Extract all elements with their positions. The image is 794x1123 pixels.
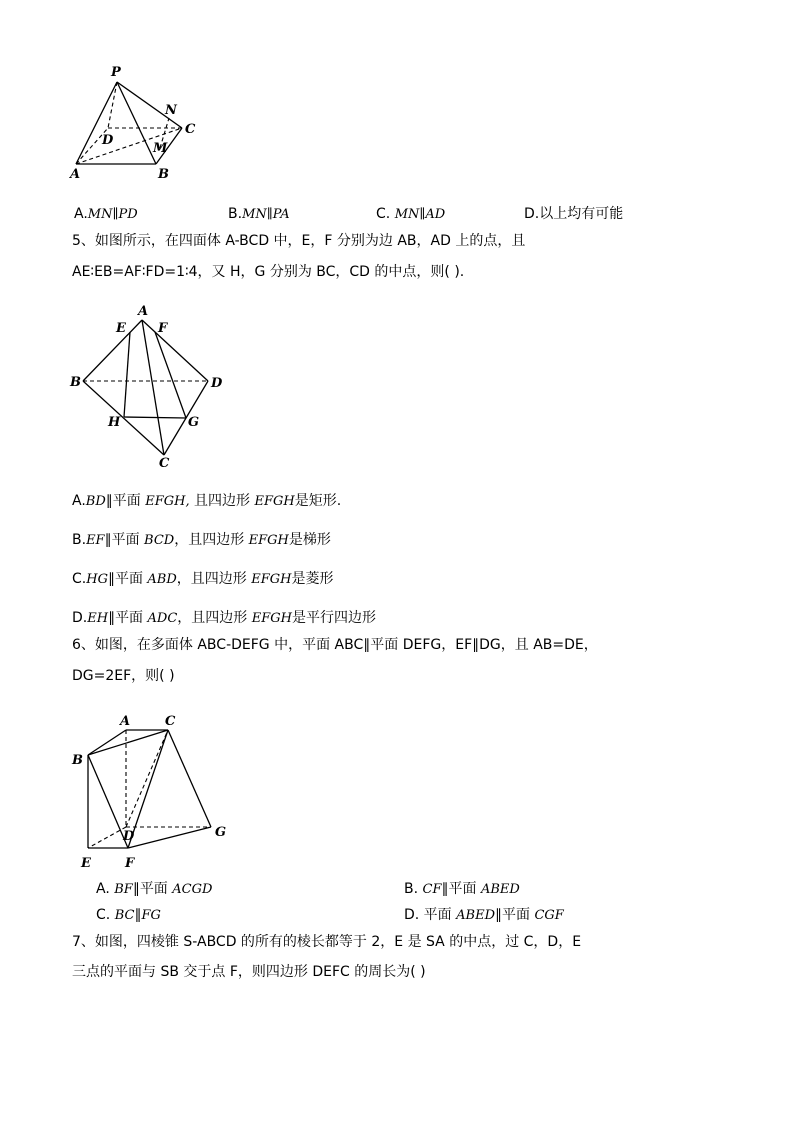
- label-m: M: [153, 141, 168, 156]
- label-a: A: [70, 167, 81, 182]
- edge-ab: [83, 320, 142, 381]
- tetrahedron-figure: [66, 300, 236, 472]
- q4-option-a[interactable]: A.MN∥PD: [74, 206, 138, 222]
- q4-option-b[interactable]: B.MN∥PA: [228, 206, 290, 222]
- label-p: P: [111, 65, 121, 80]
- polyhedron-figure: [66, 705, 241, 875]
- q6-option-b[interactable]: B. CF∥平面 ABED: [404, 881, 520, 897]
- segment-eh: [124, 332, 130, 417]
- label-f: F: [125, 856, 135, 871]
- label-b: B: [72, 753, 83, 768]
- q4-option-d[interactable]: D.以上均有可能: [524, 206, 624, 222]
- q6-option-c[interactable]: C. BC∥FG: [96, 907, 161, 923]
- label-c: C: [185, 122, 196, 137]
- label-d: D: [211, 376, 223, 391]
- q6-text-line2: DG=2EF，则( ): [72, 668, 175, 684]
- label-b: B: [70, 375, 81, 390]
- edge-ac: [142, 320, 164, 455]
- q5-option-c[interactable]: C.HG∥平面 ABD，且四边形 EFGH是菱形: [72, 571, 334, 587]
- q5-option-d[interactable]: D.EH∥平面 ADC，且四边形 EFGH是平行四边形: [72, 610, 376, 626]
- q4-option-c[interactable]: C. MN∥AD: [376, 206, 446, 222]
- q5-text-line2: AE∶EB=AF∶FD=1∶4，又 H，G 分别为 BC，CD 的中点，则( ).: [72, 264, 465, 280]
- label-d: D: [102, 133, 114, 148]
- label-g: G: [215, 825, 227, 840]
- q7-text-line1: 7、如图，四棱锥 S-ABCD 的所有的棱长都等于 2，E 是 SA 的中点，过 C，D，E: [72, 934, 582, 950]
- segment-hg: [124, 417, 186, 418]
- edge-dc: [126, 730, 168, 827]
- edge-ab: [88, 730, 126, 755]
- edge-pb: [117, 82, 156, 164]
- label-h: H: [108, 415, 121, 430]
- edge-pd: [108, 82, 117, 128]
- edge-ad: [142, 320, 208, 381]
- label-c: C: [159, 456, 170, 471]
- q6-text-line1: 6、如图，在多面体 ABC-DEFG 中，平面 ABC∥平面 DEFG，EF∥DG，且 AB=DE，: [72, 637, 598, 653]
- label-a: A: [138, 304, 149, 319]
- pyramid-figure: [68, 62, 208, 182]
- q7-text-line2: 三点的平面与 SB 交于点 F，则四边形 DEFC 的周长为( ): [72, 964, 426, 980]
- edge-cg: [168, 730, 211, 827]
- q6-option-d[interactable]: D. 平面 ABED∥平面 CGF: [404, 907, 564, 923]
- edge-bf: [88, 755, 128, 848]
- label-n: N: [165, 103, 177, 118]
- label-e: E: [116, 321, 126, 336]
- label-d: D: [123, 829, 135, 844]
- edge-bc: [88, 730, 168, 755]
- label-g: G: [188, 415, 200, 430]
- label-c: C: [165, 714, 176, 729]
- label-e: E: [81, 856, 91, 871]
- q6-option-a[interactable]: A. BF∥平面 ACGD: [96, 881, 213, 897]
- q5-text-line1: 5、如图所示，在四面体 A-BCD 中，E，F 分别为边 AB，AD 上的点，且: [72, 233, 526, 249]
- q5-option-a[interactable]: A.BD∥平面 EFGH, 且四边形 EFGH是矩形.: [72, 493, 342, 509]
- segment-fg: [155, 332, 186, 418]
- edge-fg: [128, 827, 211, 848]
- label-a: A: [120, 714, 131, 729]
- q5-option-b[interactable]: B.EF∥平面 BCD，且四边形 EFGH是梯形: [72, 532, 331, 548]
- label-b: B: [158, 167, 169, 182]
- label-f: F: [158, 321, 168, 336]
